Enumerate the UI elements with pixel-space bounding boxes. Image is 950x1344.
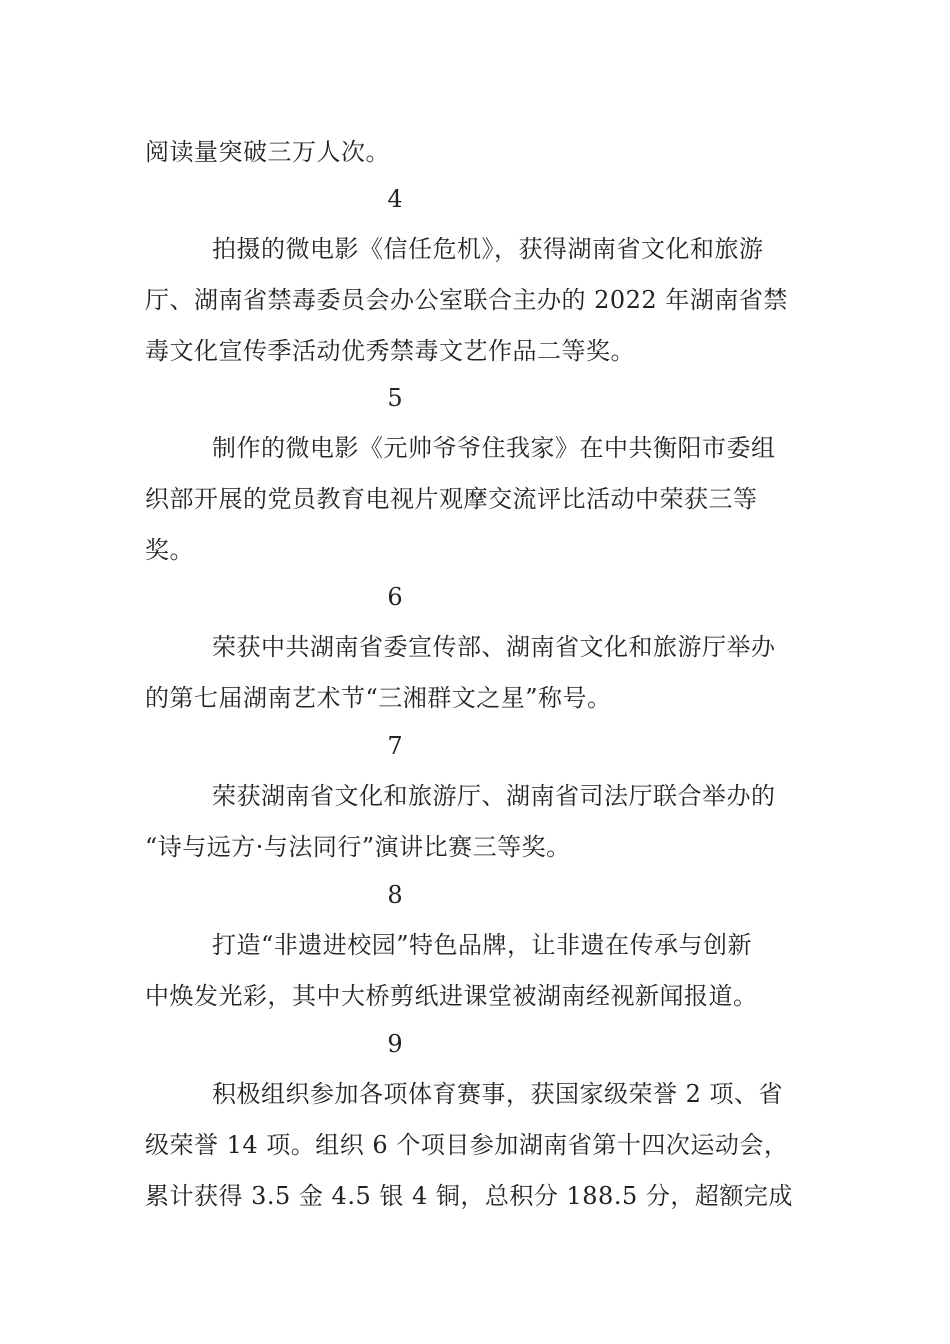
text-line: 累计获得 3.5 金 4.5 银 4 铜，总积分 188.5 分，超额完成 <box>145 1182 793 1210</box>
text-line: 厅、湖南省禁毒委员会办公室联合主办的 2022 年湖南省禁 <box>145 286 788 314</box>
text-line: 织部开展的党员教育电视片观摩交流评比活动中荣获三等 <box>145 485 758 513</box>
text-line: “诗与远方·与法同行”演讲比赛三等奖。 <box>145 833 571 861</box>
text-line: 奖。 <box>145 536 194 564</box>
item-number: 8 <box>387 881 403 909</box>
item-number: 9 <box>387 1030 403 1058</box>
item-number: 6 <box>387 583 403 611</box>
item-number: 7 <box>387 732 403 760</box>
text-line: 毒文化宣传季活动优秀禁毒文艺作品二等奖。 <box>145 337 635 365</box>
text-line: 阅读量突破三万人次。 <box>145 138 390 166</box>
text-line: 荣获中共湖南省委宣传部、湖南省文化和旅游厅举办 <box>212 633 776 661</box>
text-line: 打造“非遗进校园”特色品牌，让非遗在传承与创新 <box>212 931 753 959</box>
text-line: 级荣誉 14 项。组织 6 个项目参加湖南省第十四次运动会， <box>145 1131 789 1159</box>
text-line: 中焕发光彩，其中大桥剪纸进课堂被湖南经视新闻报道。 <box>145 982 758 1010</box>
text-line: 荣获湖南省文化和旅游厅、湖南省司法厅联合举办的 <box>212 782 776 810</box>
item-number: 4 <box>387 185 403 213</box>
item-number: 5 <box>387 384 403 412</box>
text-line: 的第七届湖南艺术节“三湘群文之星”称号。 <box>145 684 612 712</box>
text-line: 拍摄的微电影《信任危机》，获得湖南省文化和旅游 <box>212 235 764 263</box>
text-line: 积极组织参加各项体育赛事，获国家级荣誉 2 项、省 <box>212 1080 784 1108</box>
text-line: 制作的微电影《元帅爷爷住我家》在中共衡阳市委组 <box>212 434 776 462</box>
